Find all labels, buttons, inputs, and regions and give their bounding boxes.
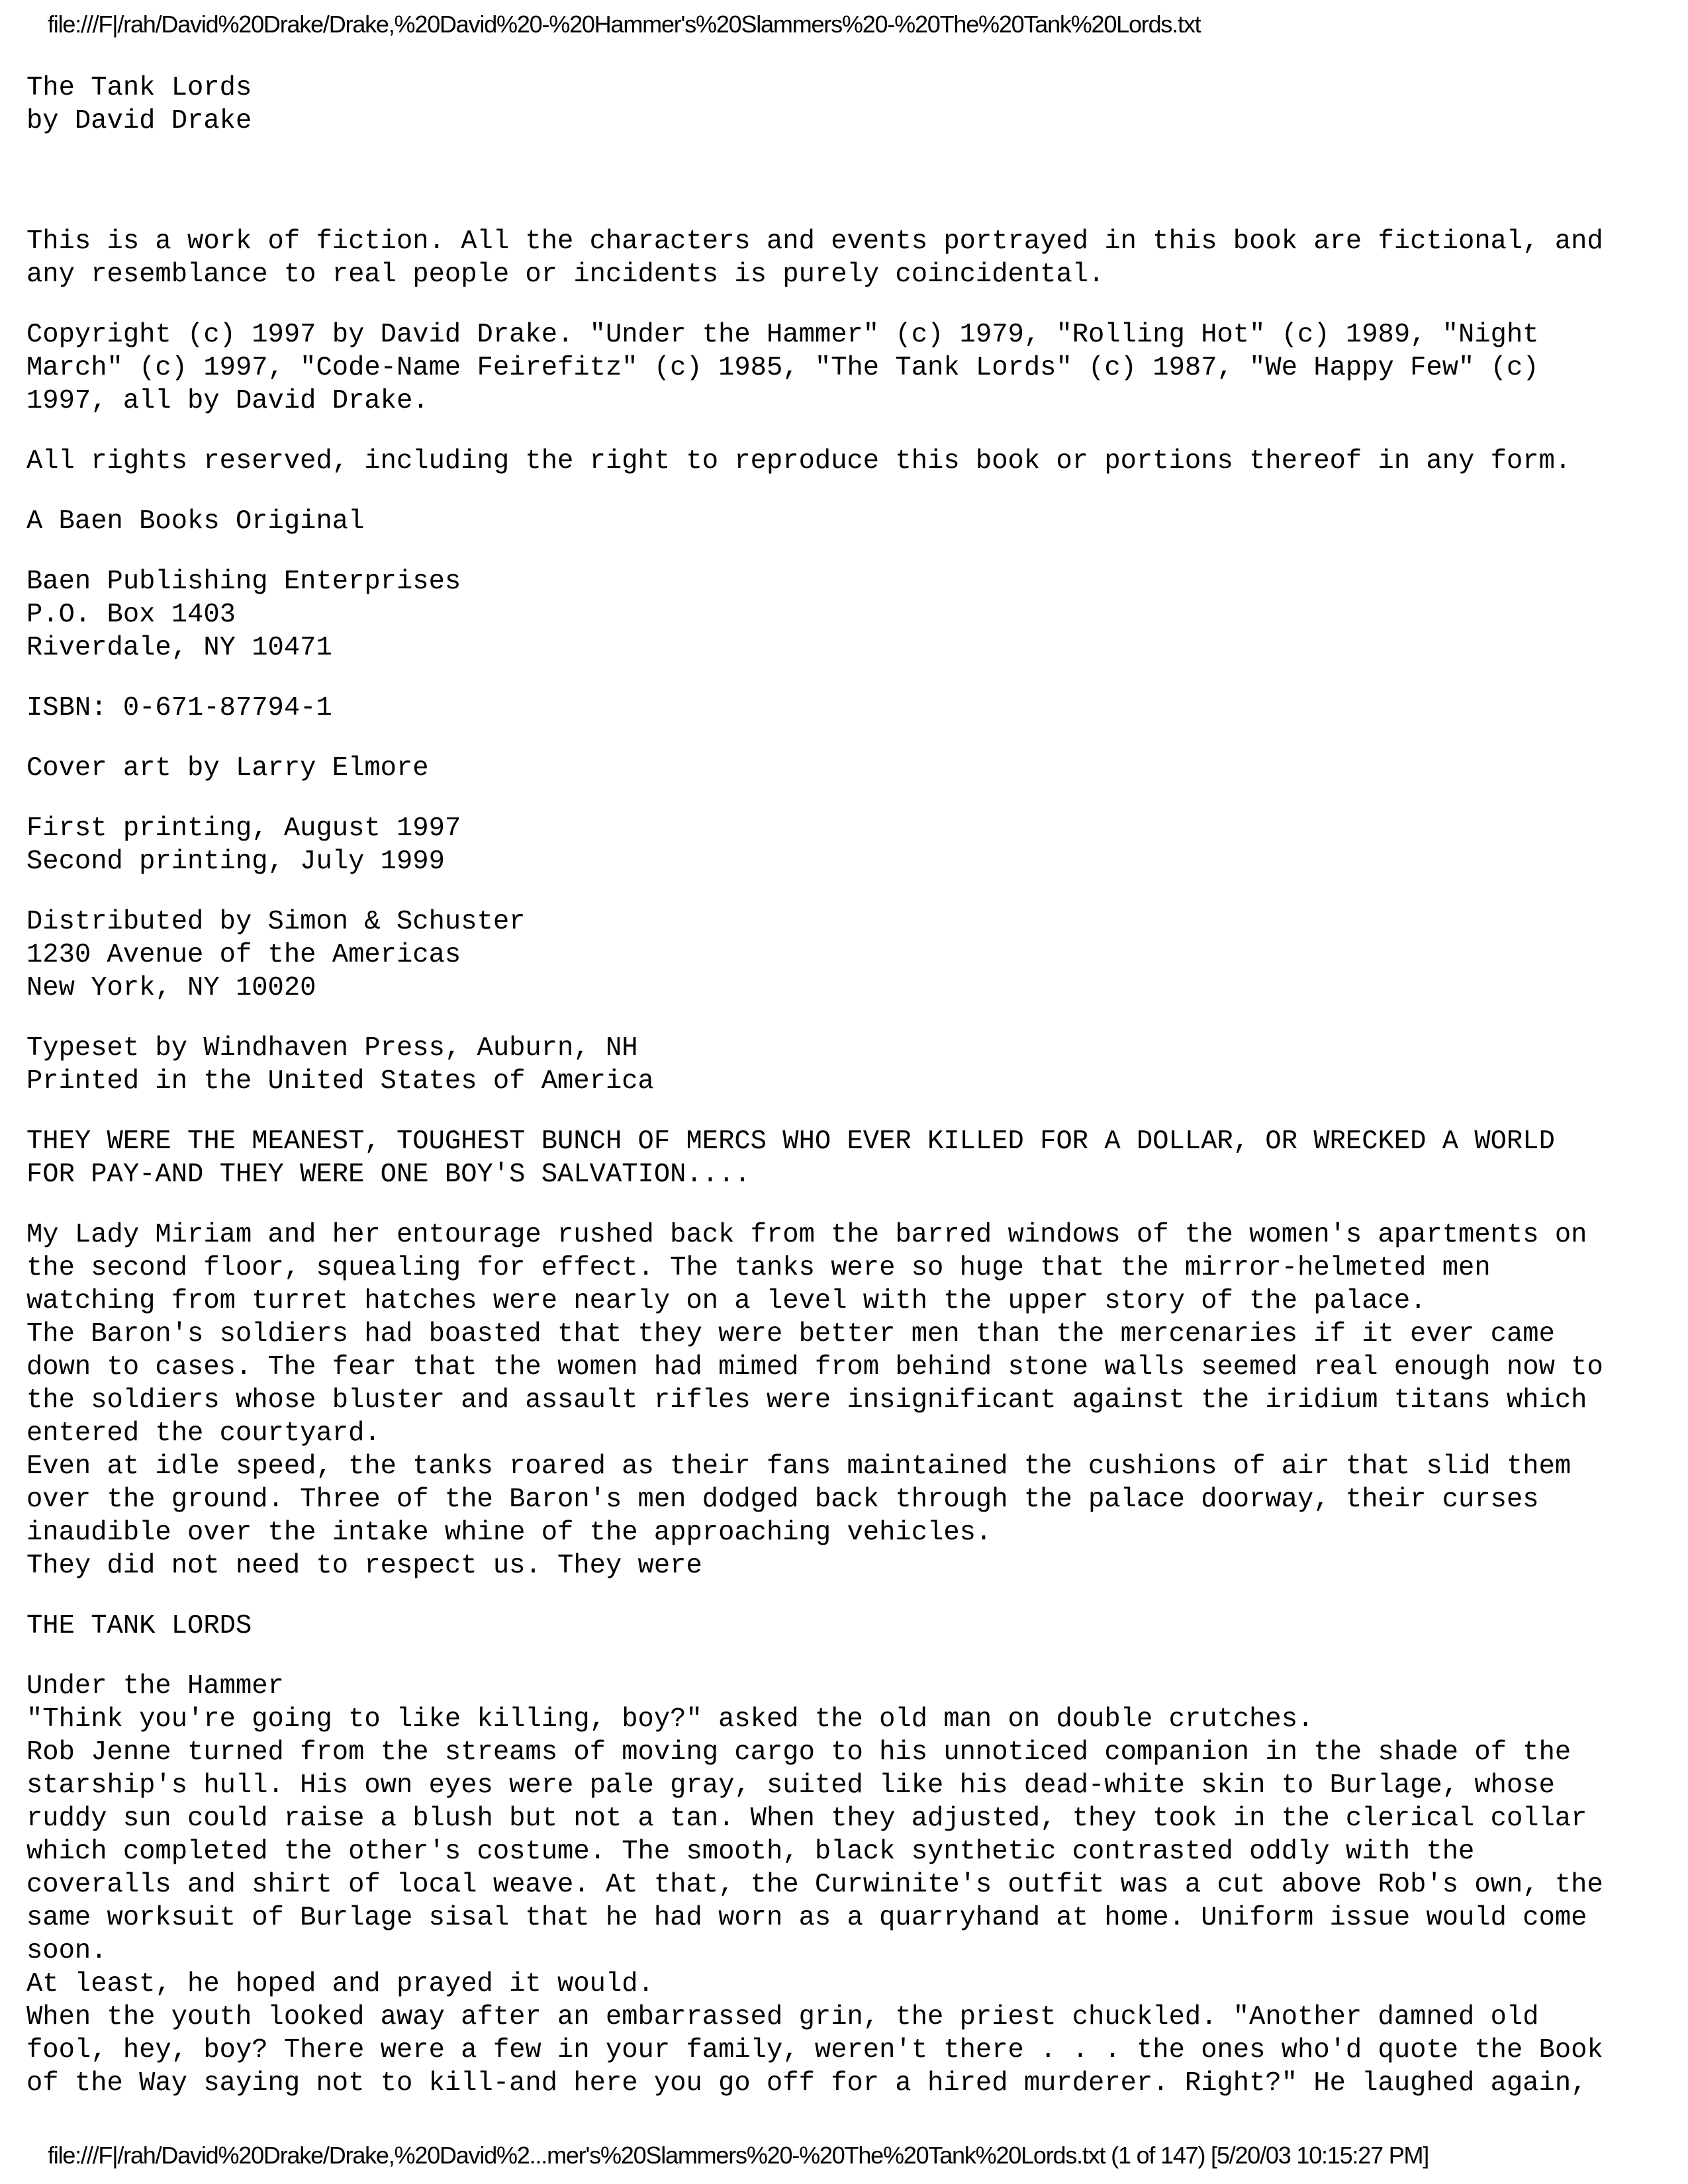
text-line: entered the courtyard.: [26, 1418, 381, 1449]
text-line: ruddy sun could raise a blush but not a tan. When they adjusted, they took in the clerical collar: [26, 1803, 1587, 1834]
text-line: of the Way saying not to kill-and here you go off for a hired murderer. Right?" He laughed again,: [26, 2068, 1587, 2099]
text-line: Baen Publishing Enterprises: [26, 567, 461, 597]
text-line: the soldiers whose bluster and assault rifles were insignificant against the iridium titans which: [26, 1385, 1587, 1416]
text-line: watching from turret hatches were nearly on a level with the upper story of the palace.: [26, 1286, 1427, 1316]
text-line: This is a work of fiction. All the characters and events portrayed in this book are fictional, and: [26, 226, 1603, 257]
text-line: starship's hull. His own eyes were pale gray, suited like his dead-white skin to Burlage, whose: [26, 1770, 1555, 1801]
document-paragraph: [26, 692, 1668, 725]
document-paragraph: [26, 1670, 1668, 2100]
text-line: fool, hey, boy? There were a few in your family, weren't there . . . the ones who'd quote the Book: [26, 2035, 1603, 2066]
text-line: soon.: [26, 1936, 107, 1966]
document-paragraph: [26, 1125, 1668, 1191]
document-paragraph: [26, 812, 1668, 878]
text-line: THEY WERE THE MEANEST, TOUGHEST BUNCH OF MERCS WHO EVER KILLED FOR A DOLLAR, OR WRECKED A WORLD: [26, 1126, 1555, 1157]
text-line: Typeset by Windhaven Press, Auburn, NH: [26, 1033, 638, 1064]
text-line: over the ground. Three of the Baron's men dodged back through the palace doorway, their curses: [26, 1484, 1539, 1515]
document-paragraph: [26, 1218, 1668, 1582]
document-body: [26, 71, 1668, 2127]
text-line: Under the Hammer: [26, 1671, 284, 1702]
text-line: Distributed by Simon & Schuster: [26, 907, 526, 937]
document-paragraph: [26, 905, 1668, 1005]
text-line: The Baron's soldiers had boasted that they were better men than the mercenaries if it ever came: [26, 1319, 1555, 1349]
text-line: New York, NY 10020: [26, 973, 316, 1003]
text-line: any resemblance to real people or incidents is purely coincidental.: [26, 259, 1105, 290]
text-line: coveralls and shirt of local weave. At that, the Curwinite's outfit was a cut above Rob's own, the: [26, 1870, 1603, 1900]
text-line: FOR PAY-AND THEY WERE ONE BOY'S SALVATION....: [26, 1160, 751, 1190]
text-line: March" (c) 1997, "Code-Name Feirefitz" (c) 1985, "The Tank Lords" (c) 1987, "We Happy Few" (c): [26, 353, 1539, 383]
document-paragraph: [26, 752, 1668, 785]
document-paragraph: [26, 165, 1668, 198]
text-line: They did not need to respect us. They were: [26, 1551, 702, 1581]
text-line: "Think you're going to like killing, boy?" asked the old man on double crutches.: [26, 1704, 1314, 1735]
text-line: down to cases. The fear that the women had mimed from behind stone walls seemed real enough now to: [26, 1352, 1603, 1383]
text-line: P.O. Box 1403: [26, 600, 236, 630]
document-paragraph: [26, 318, 1668, 418]
text-line: Riverdale, NY 10471: [26, 633, 332, 663]
text-line: which completed the other's costume. The smooth, black synthetic contrasted oddly with the: [26, 1837, 1475, 1867]
document-paragraph: [26, 505, 1668, 538]
document-paragraph: [26, 445, 1668, 478]
text-line: When the youth looked away after an embarrassed grin, the priest chuckled. "Another damned old: [26, 2002, 1539, 2032]
text-line: A Baen Books Original: [26, 506, 365, 537]
text-line: same worksuit of Burlage sisal that he had worn as a quarryhand at home. Uniform issue would come: [26, 1903, 1587, 1933]
text-line: 1230 Avenue of the Americas: [26, 940, 461, 970]
text-line: ISBN: 0-671-87794-1: [26, 693, 332, 723]
text-line: Second printing, July 1999: [26, 846, 445, 877]
text-line: Rob Jenne turned from the streams of moving cargo to his unnoticed companion in the shade of the: [26, 1737, 1571, 1768]
text-line: 1997, all by David Drake.: [26, 386, 429, 416]
text-line: THE TANK LORDS: [26, 1611, 252, 1641]
text-line: Cover art by Larry Elmore: [26, 753, 429, 784]
text-line: inaudible over the intake whine of the approaching vehicles.: [26, 1518, 992, 1548]
text-line: My Lady Miriam and her entourage rushed back from the barred windows of the women's apartments on: [26, 1220, 1587, 1250]
document-paragraph: [26, 1610, 1668, 1643]
document-paragraph: [26, 225, 1668, 291]
document-paragraph: [26, 1032, 1668, 1098]
text-line: All rights reserved, including the right to reproduce this book or portions thereof in any form.: [26, 446, 1571, 477]
text-line: by David Drake: [26, 106, 252, 136]
text-line: Copyright (c) 1997 by David Drake. "Under the Hammer" (c) 1979, "Rolling Hot" (c) 1989, "Night: [26, 320, 1539, 350]
text-line: The Tank Lords: [26, 73, 252, 103]
text-line: Printed in the United States of America: [26, 1066, 654, 1097]
text-line: At least, he hoped and prayed it would.: [26, 1969, 654, 1999]
page-header-url: file:///F|/rah/David%20Drake/Drake,%20David%20-%20Hammer's%20Slammers%20-%20The%20Tank%20Lords.txt: [48, 11, 1201, 38]
document-paragraph: [26, 71, 1668, 138]
text-line: Even at idle speed, the tanks roared as their fans maintained the cushions of air that slid them: [26, 1451, 1571, 1482]
text-line: First printing, August 1997: [26, 813, 461, 844]
text-line: [26, 165, 1668, 198]
text-line: the second floor, squealing for effect. The tanks were so huge that the mirror-helmeted men: [26, 1253, 1491, 1283]
document-paragraph: [26, 565, 1668, 664]
page-footer: file:///F|/rah/David%20Drake/Drake,%20David%2...mer's%20Slammers%20-%20The%20Tank%20Lords.txt (1 of 147) [5/20/03 10:15:27 PM]: [48, 2142, 1429, 2169]
